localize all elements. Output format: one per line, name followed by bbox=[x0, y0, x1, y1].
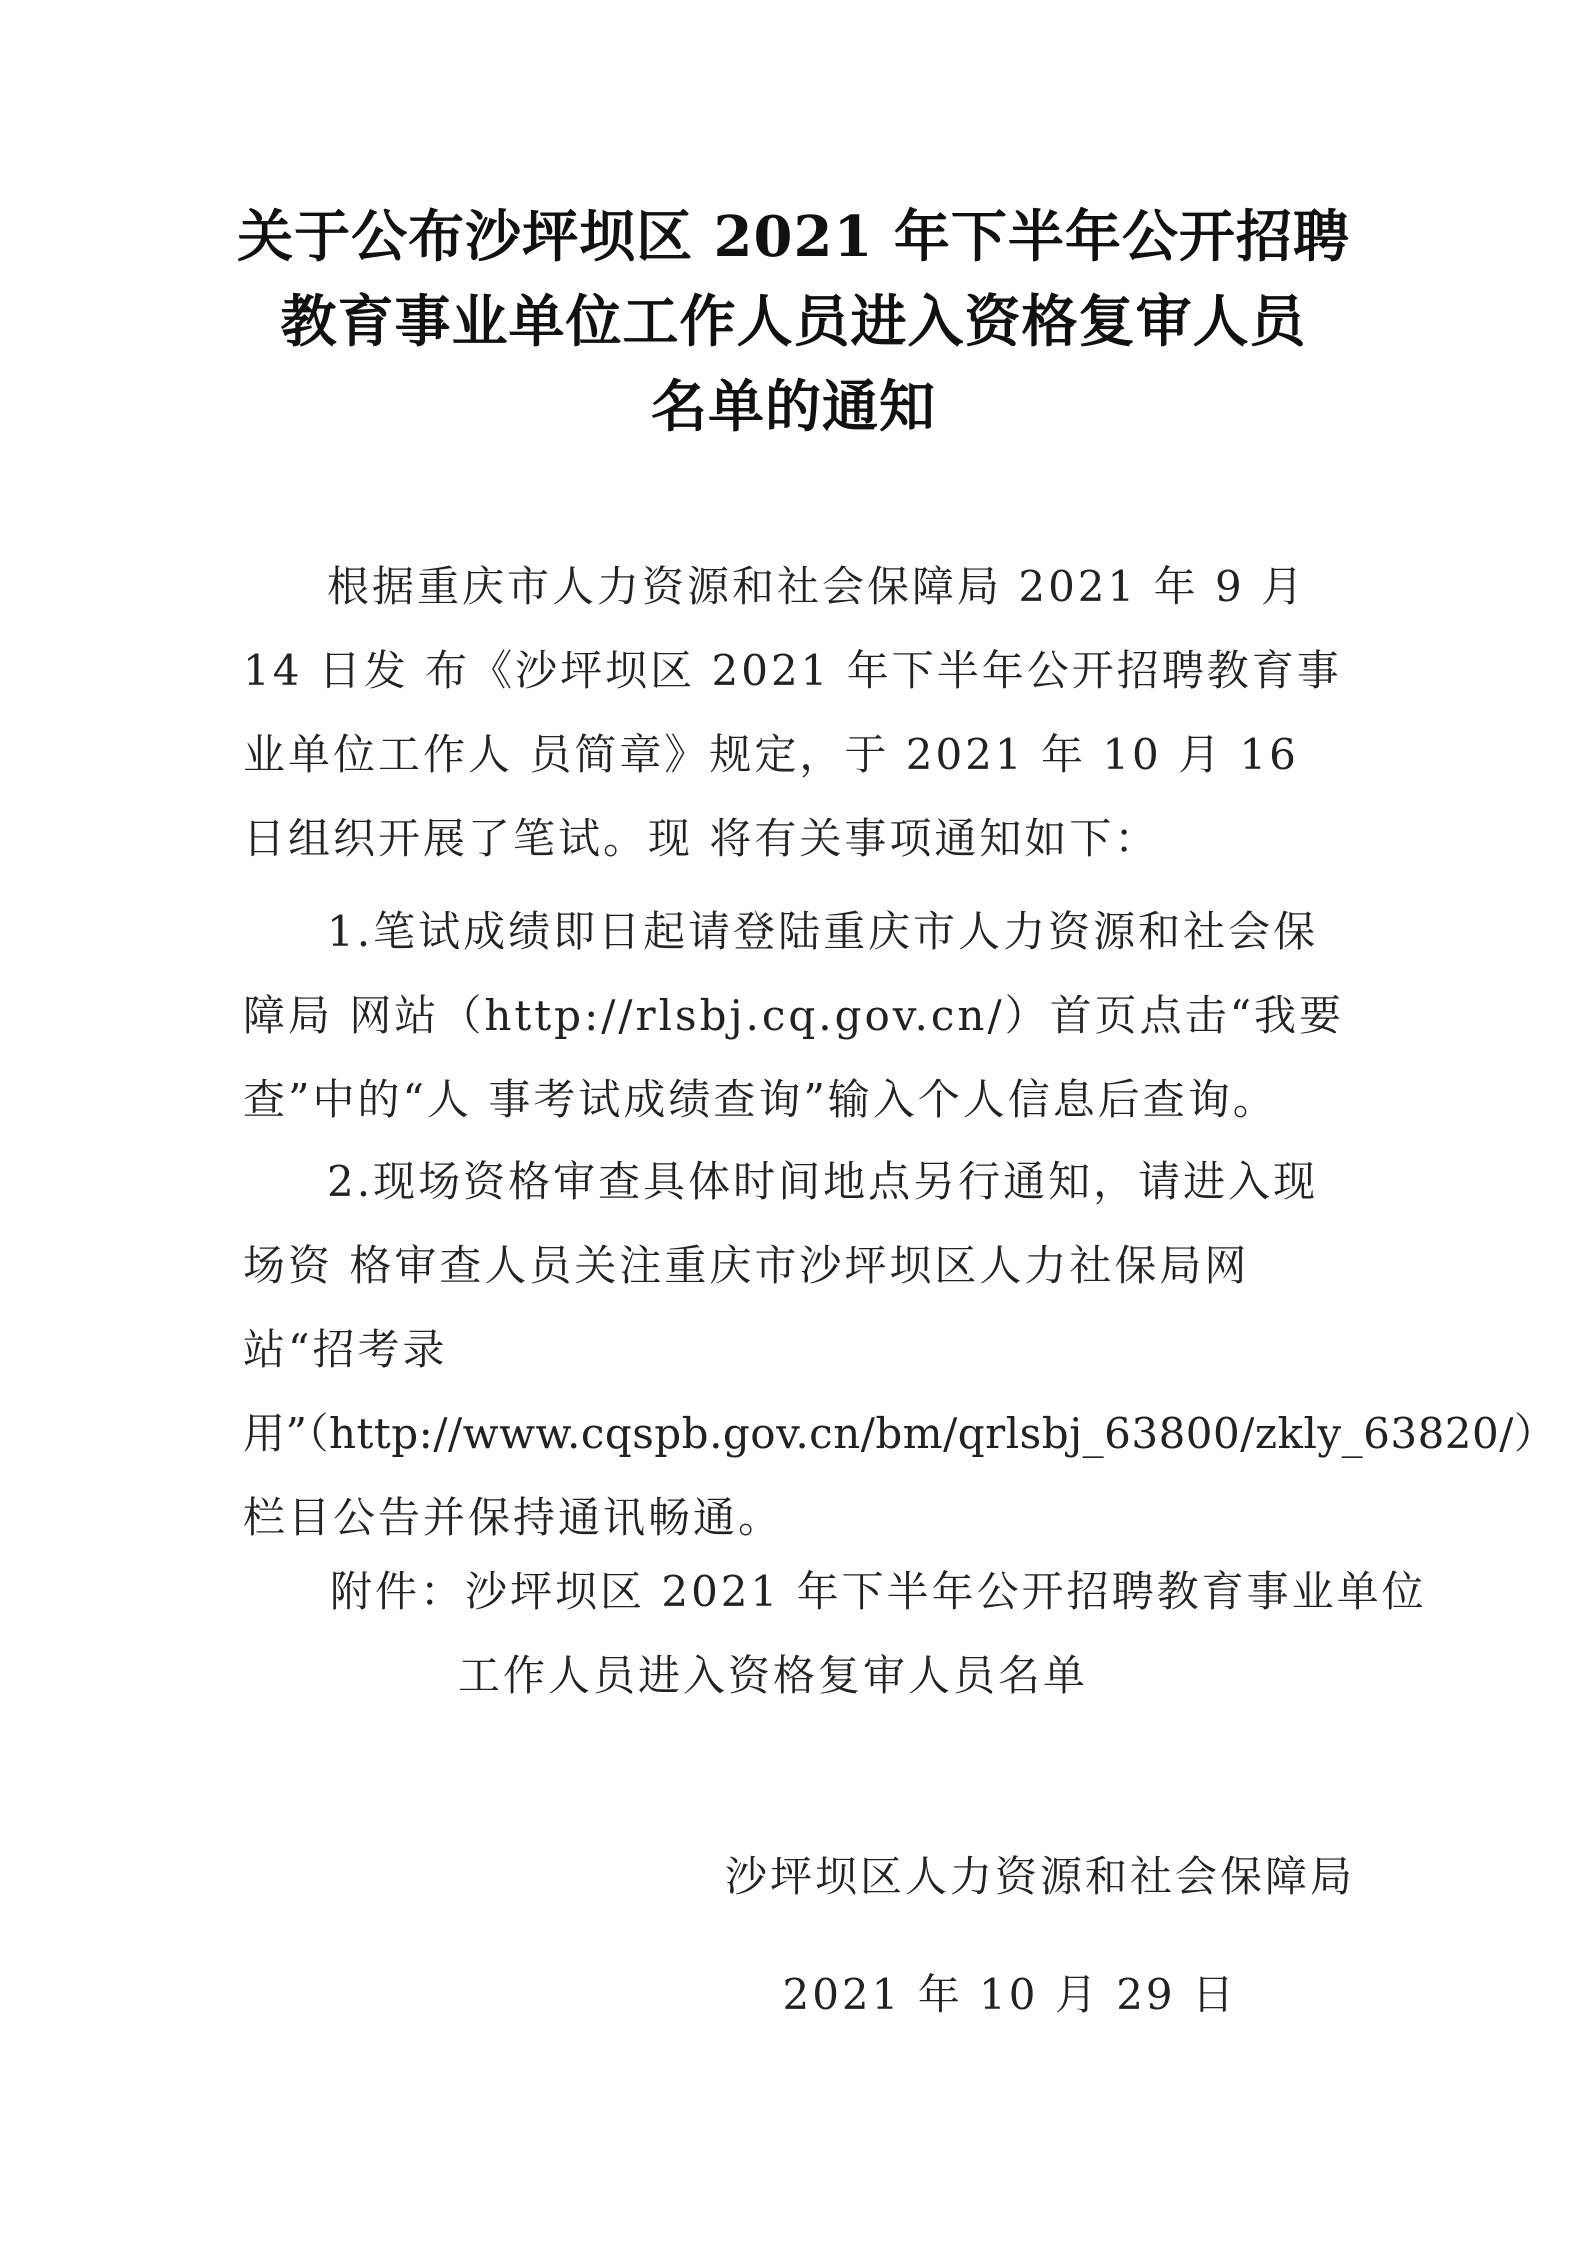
title-line-1: 关于公布沙坪坝区 2021 年下半年公开招聘 bbox=[237, 204, 1350, 270]
item-2-line-4: 栏目公告并保持通讯畅通。 bbox=[243, 1493, 784, 1542]
title-line-2: 教育事业单位工作人员进入资格复审人员 bbox=[280, 289, 1307, 355]
item-2-line-3: 用”（http://www.cqspb.gov.cn/bm/qrlsbj_63800/zkly_63820/） bbox=[243, 1409, 1557, 1458]
attachment-note bbox=[330, 1550, 1427, 1718]
item-2-paragraph bbox=[243, 1140, 1557, 1560]
title-line-3: 名单的通知 bbox=[651, 374, 936, 440]
intro-line-3: 员简章》规定，于 2021 年 10 月 16 日组织开展了笔试。现 bbox=[243, 730, 1299, 863]
attachment-line-1: 附件：沙坪坝区 2021 年下半年公开招聘教育事业单位 bbox=[330, 1567, 1427, 1616]
intro-line-4: 将有关事项通知如下： bbox=[709, 814, 1160, 863]
signature-date: 2021 年 10 月 29 日 bbox=[782, 1970, 1237, 2019]
item-1-line-2: 网站（http://rlsbj.cq.gov.cn/）首页点击“我要查”中的“人 bbox=[243, 991, 1345, 1124]
item-1-line-3: 事考试成绩查询”输入个人信息后查询。 bbox=[488, 1075, 1278, 1124]
item-2-line-1: 2.现场资格审查具体时间地点另行通知，请进入现场资 bbox=[243, 1157, 1319, 1290]
document-title bbox=[230, 195, 1357, 450]
signature-organization: 沙坪坝区人力资源和社会保障局 bbox=[724, 1852, 1355, 1901]
item-1-line-1: 1.笔试成绩即日起请登陆重庆市人力资源和社会保障局 bbox=[243, 907, 1319, 1040]
attachment-line-2: 工作人员进入资格复审人员名单 bbox=[458, 1651, 1089, 1700]
item-1-paragraph bbox=[243, 890, 1358, 1142]
intro-paragraph bbox=[243, 545, 1358, 881]
intro-line-2: 布《沙坪坝区 2021 年下半年公开招聘教育事业单位工作人 bbox=[243, 646, 1342, 779]
intro-line-1: 根据重庆市人力资源和社会保障局 2021 年 9 月 14 日发 bbox=[243, 562, 1307, 695]
item-2-line-2: 格审查人员关注重庆市沙坪坝区人力社保局网站“招考录 bbox=[243, 1241, 1250, 1374]
